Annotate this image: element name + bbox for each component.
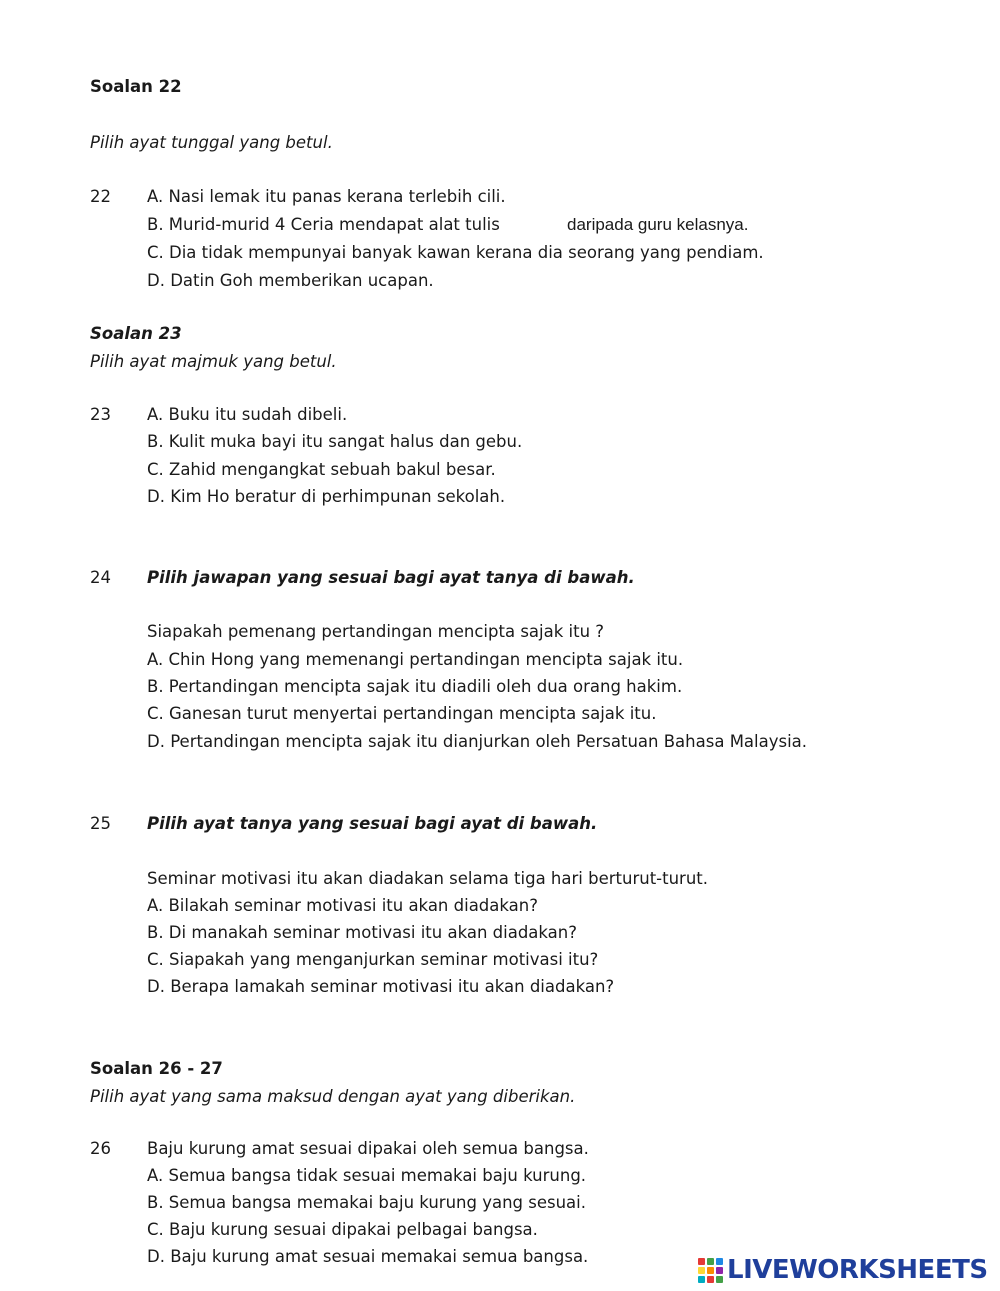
q24-option-a[interactable]: A. Chin Hong yang memenangi pertandingan mencipta sajak itu. [147, 650, 684, 669]
q26-stem: Baju kurung amat sesuai dipakai oleh semua bangsa. [147, 1139, 589, 1158]
logo-cell [707, 1258, 714, 1265]
q25-instruction: Pilih ayat tanya yang sesuai bagi ayat di bawah. [147, 814, 598, 833]
q24-number: 24 [90, 568, 111, 587]
q24-stem: Siapakah pemenang pertandingan mencipta sajak itu ? [147, 622, 605, 641]
q26-option-d[interactable]: D. Baju kurung amat sesuai memakai semua bangsa. [147, 1247, 589, 1266]
logo-cell [698, 1276, 705, 1283]
q22-instruction: Pilih ayat tunggal yang betul. [90, 133, 333, 152]
logo-cell [698, 1258, 705, 1265]
logo-cell [698, 1267, 705, 1274]
q25-number: 25 [90, 814, 111, 833]
liveworksheets-grid-icon [698, 1258, 723, 1283]
q26-option-b[interactable]: B. Semua bangsa memakai baju kurung yang sesuai. [147, 1193, 586, 1212]
logo-cell [716, 1258, 723, 1265]
q23-option-a[interactable]: A. Buku itu sudah dibeli. [147, 405, 348, 424]
logo-cell [707, 1267, 714, 1274]
q22-option-d[interactable]: D. Datin Goh memberikan ucapan. [147, 271, 434, 290]
q26-option-c[interactable]: C. Baju kurung sesuai dipakai pelbagai bangsa. [147, 1220, 538, 1239]
q26-option-a[interactable]: A. Semua bangsa tidak sesuai memakai baju kurung. [147, 1166, 587, 1185]
logo-cell [707, 1276, 714, 1283]
q24-option-c[interactable]: C. Ganesan turut menyertai pertandingan mencipta sajak itu. [147, 704, 657, 723]
liveworksheets-wordmark: LIVEWORKSHEETS [727, 1255, 988, 1285]
q23-number: 23 [90, 405, 111, 424]
q22-number: 22 [90, 187, 111, 206]
liveworksheets-logo [698, 1256, 988, 1284]
q22-heading: Soalan 22 [90, 77, 182, 96]
q23-option-d[interactable]: D. Kim Ho beratur di perhimpunan sekolah. [147, 487, 506, 506]
q25-stem: Seminar motivasi itu akan diadakan selama tiga hari berturut-turut. [147, 869, 708, 888]
q25-option-b[interactable]: B. Di manakah seminar motivasi itu akan diadakan? [147, 923, 577, 942]
q22-option-b-filled-text[interactable]: daripada guru kelasnya. [567, 215, 749, 234]
q26-27-instruction: Pilih ayat yang sama maksud dengan ayat yang diberikan. [90, 1087, 576, 1106]
q25-option-d[interactable]: D. Berapa lamakah seminar motivasi itu akan diadakan? [147, 977, 615, 996]
q22-option-a[interactable]: A. Nasi lemak itu panas kerana terlebih cili. [147, 187, 506, 206]
q25-option-a[interactable]: A. Bilakah seminar motivasi itu akan diadakan? [147, 896, 538, 915]
q23-option-b[interactable]: B. Kulit muka bayi itu sangat halus dan gebu. [147, 432, 523, 451]
q24-option-b[interactable]: B. Pertandingan mencipta sajak itu diadili oleh dua orang hakim. [147, 677, 683, 696]
q23-instruction: Pilih ayat majmuk yang betul. [90, 352, 337, 371]
q24-instruction: Pilih jawapan yang sesuai bagi ayat tanya di bawah. [147, 568, 635, 587]
q26-27-heading: Soalan 26 - 27 [90, 1059, 223, 1078]
q24-option-d[interactable]: D. Pertandingan mencipta sajak itu dianjurkan oleh Persatuan Bahasa Malaysia. [147, 732, 808, 751]
q25-option-c[interactable]: C. Siapakah yang menganjurkan seminar motivasi itu? [147, 950, 599, 969]
q23-option-c[interactable]: C. Zahid mengangkat sebuah bakul besar. [147, 460, 496, 479]
q22-option-b[interactable]: B. Murid-murid 4 Ceria mendapat alat tulis [147, 215, 500, 234]
q22-option-c[interactable]: C. Dia tidak mempunyai banyak kawan kerana dia seorang yang pendiam. [147, 243, 764, 262]
logo-cell [716, 1276, 723, 1283]
q23-heading: Soalan 23 [90, 324, 182, 343]
q26-number: 26 [90, 1139, 111, 1158]
logo-cell [716, 1267, 723, 1274]
